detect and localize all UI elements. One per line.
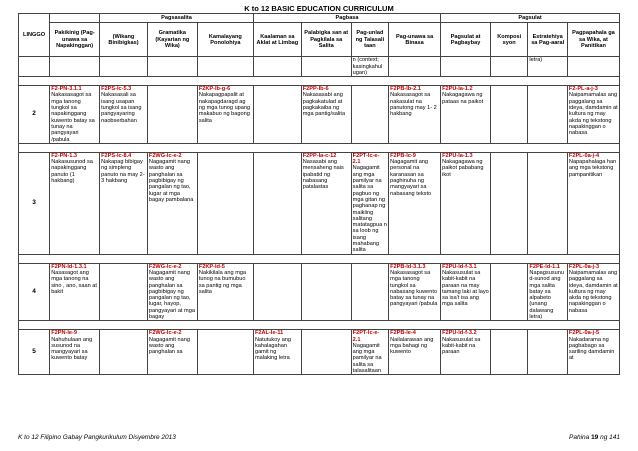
competency-text: Nakasusulat sa kabit-kabit na paraan na may tamang laki at layo sa isa't isa ang mga salita [442,269,489,308]
competency-cell [197,330,253,375]
competency-cell [491,330,528,375]
competency-code: F2PL-0a-j-5 [568,330,600,337]
footer-page-prefix: Pahina [569,434,590,441]
competency-cell [147,152,197,254]
column-header: (Wikang Binibigkas) [100,23,148,57]
competency-cell [197,86,253,144]
competency-text: Nasasagot ang mga tanong na sino , ano, saan at bakit [51,269,97,295]
competency-text: Nakasusunod sa napakinggang panuto (1 hakbang) [51,159,93,185]
competency-cell [253,86,301,144]
competency-cell [100,86,148,144]
competency-text: Nagagamit nang wasto ang panghalan sa pagbibigay ng pangalan ng tao, lugar, hayop, pangyayari at mga bagay [148,269,195,320]
competency-cell [441,330,491,375]
competency-code: F2-PN-3.1.1 [51,86,82,93]
column-header: Pakikinig (Pag-unawa sa Napakinggan) [50,23,100,57]
competency-code: F2PT-Ic-e-2.1 [352,330,380,343]
column-header: Pag-unawa sa Binasa [389,23,441,57]
column-header: Estratehiya sa Pag-aaral [528,23,568,57]
table-row [19,86,620,144]
competency-cell [528,57,568,77]
competency-text: Napapahalaga han ang mga tekstong pampanitikan [568,159,617,178]
competency-code: F2PB-Id-3.1.3 [390,263,426,270]
competency-cell [491,263,528,321]
row-separator-cell [19,143,620,152]
competency-cell [491,86,528,144]
row-separator-cell [19,321,620,330]
competency-cell [351,152,388,254]
competency-cell [567,330,619,375]
header-group-pagsasalita: Pagsasalita [100,14,254,23]
competency-cell [528,86,568,144]
column-header: Palabigka san at Pagkilala sa Salita [301,23,351,57]
competency-code: F2PN-Ie-9 [51,330,77,337]
header-group-pagbasa: Pagbasa [253,14,440,23]
competency-code: F2KP-Id-5 [198,263,225,270]
competency-code: F2PS-Ic-8.4 [101,152,132,159]
week-number: 3 [19,152,50,254]
column-header: Pag-unlad ng Talasali taan [351,23,388,57]
row-separator [19,321,620,330]
table-row [19,57,620,77]
competency-cell [147,263,197,321]
competency-text: Nakasusulat sa kabit-kabit na paraan [442,336,481,356]
competency-cell [50,57,100,77]
competency-cell [100,57,148,77]
competency-text: Nasasabi ang mensaheng nais ipabatid ng nabasang patalastas [302,159,344,191]
header-linggo: LINGGO [19,14,50,57]
competency-code: F2PT-Ic-e-2.1 [352,152,380,166]
competency-text: Nakikilala ang mga tunog na bumubuo sa pantig ng mga salita [198,269,247,295]
footer-page-current: 19 [591,434,599,441]
competency-cell [100,263,148,321]
column-header: Gramatika (Kayarian ng Wika) [147,23,197,57]
competency-cell [528,330,568,375]
competency-text: Nakagagawa ng paikot pababang ikot [442,159,484,178]
competency-text: Nakasasali sa isang usapan tungkol sa isang pangyayaring naobserbahan [101,92,142,124]
competency-cell [567,152,619,254]
competency-cell [301,57,351,77]
competency-text: Naipamamalas ang paggalang sa ideya, damdamin at kultura ng may akda ng tekstong napakinggan o nabasa [568,92,618,137]
column-header: Kamalayang Ponolohiya [197,23,253,57]
competency-cell [253,152,301,254]
table-row [19,330,620,375]
competency-cell [567,57,619,77]
competency-cell [147,86,197,144]
competency-code: F2PU-Ia-1.3 [442,152,473,159]
competency-cell [50,330,100,375]
competency-cell [301,86,351,144]
competency-cell [197,57,253,77]
competency-text: Nagagamit ang mga pamilyar na salita sa talasalitaan [352,342,382,375]
week-number [19,57,50,77]
competency-code: F2-PN-1.3 [51,152,77,159]
column-header: Komposi syon [491,23,528,57]
competency-text: Nahuhulaan ang susunod na mangyayari sa kuwento batay [51,336,93,362]
competency-cell [528,263,568,321]
competency-cell [253,263,301,321]
competency-text: Nagagamit ang mga pamilyar na salita sa pagbuo ng mga gitan ng paghanap ng maikling salitang matatagpua n sa loob ng isang mahabang salita [352,165,387,254]
competency-cell [197,263,253,321]
row-separator [19,77,620,86]
competency-cell [441,263,491,321]
competency-cell [147,330,197,375]
row-separator [19,143,620,152]
competency-cell [301,330,351,375]
competency-cell [567,86,619,144]
document-title: K to 12 BASIC EDUCATION CURRICULUM [244,4,394,13]
competency-code: F2PS-Ic-5.3 [101,86,132,93]
competency-cell [567,263,619,321]
competency-code: F2PL-0a-j-3 [568,263,600,270]
competency-cell [301,152,351,254]
row-separator-cell [19,254,620,263]
competency-code: F2PP-Ia-c-12 [302,152,337,159]
footer-page-number [569,434,620,441]
competency-code: F2WG-Ic-e-2 [148,263,182,270]
competency-cell [389,330,441,375]
week-number: 4 [19,263,50,321]
competency-text: Natutukoy ang kahalagahan gamit ng malaking letra [254,336,292,362]
competency-code: F2KP-Ib-g-6 [198,86,231,93]
competency-cell [50,263,100,321]
competency-code: F2WG-Ic-e-2 [148,330,182,337]
competency-code: F2PU-Id-f-3.2 [442,330,477,337]
competency-text: Nakadarama ng pagbabago sa sariling damdamin at [568,336,615,362]
competency-code: F2WG-Ic-e-2 [148,152,182,159]
competency-cell [301,263,351,321]
footer-page-suffix: ng 141 [600,434,620,441]
competency-code: F2AL-Ie-11 [254,330,284,337]
row-separator-cell [19,77,620,86]
competency-code: F2-PL-a-j-3 [568,86,598,93]
competency-text: Nakapagpapalit at nakapagdaragd ag ng mga tunog upang makabuo ng bagong salita [198,92,251,124]
competency-cell [100,330,148,375]
competency-code: F2PN-Id-1.3.1 [51,263,87,270]
curriculum-table [18,13,620,375]
competency-cell [100,152,148,254]
header-spacer [50,14,100,23]
competency-cell [50,152,100,254]
competency-text: Nailalarawan ang mga bahagi ng kuwento [390,336,434,356]
competency-cell [389,263,441,321]
week-number: 5 [19,330,50,375]
competency-cell [491,152,528,254]
competency-text: Nagagamit nang wasto ang panghalan sa pagbibigay ng pangalan ng tao, lugar at mga bagay pambalana [148,159,194,203]
competency-text: Napagsusunu d-sunod ang mga salita batay sa alpabeto (unang dalawang letra) [529,269,564,320]
competency-cell [441,86,491,144]
competency-cell [491,57,528,77]
competency-text: Nakagagawa ng pataas na paikot [442,92,484,105]
competency-cell [50,86,100,144]
competency-cell [389,152,441,254]
column-header: Kaalaman sa Aklat at Limbag [253,23,301,57]
column-header-row [19,23,620,57]
competency-text: Nakasasagot sa mga tanong tungkol sa nabasang kuwento batay sa tunay na pangyayari /pabula [390,269,438,308]
competency-cell [351,57,388,77]
table-header [19,14,620,57]
column-header: Pagpapahala ga sa Wika, at Panitikan [567,23,619,57]
competency-cell [147,57,197,77]
table-row [19,263,620,321]
competency-cell [197,152,253,254]
competency-text: Naipamamalas ang paggalang sa ideya, damdamin at kultura ng may akda ng tekstong napakinggan o nabasa [568,269,618,314]
footer-document-name: K to 12 Filipino Gabay Pangkurikulum Disyembre 2013 [18,434,176,441]
competency-text: letra) [529,57,543,64]
competency-cell [253,330,301,375]
competency-text: Nakasasagot sa mga tanong tungkol sa napakinggang kuwento batay sa tunay na pangyayari /pabula [51,92,95,143]
competency-text: Nakasasabi ang pagkakatulad at pagkakaiba ng mga pantig/salita [302,92,346,118]
competency-code: F2PB-Ic-9 [390,152,416,159]
competency-cell [528,152,568,254]
competency-cell [441,152,491,254]
competency-text: Nakasasagot sa nakasulat na panutong may 1- 2 hakbang [390,92,437,118]
competency-text: Nagagamit ang personal na karanasan sa paghinuha ng mangyayari sa nabasang teksto [390,159,432,197]
competency-code: F2PB-Ib-2.1 [390,86,421,93]
competency-text: Nakapag bibigay ng simpleng panuto na may 2-3 hakbang [101,159,145,185]
column-header: Pagsulat at Pagbaybay [441,23,491,57]
competency-cell [389,86,441,144]
competency-text: Nagagamit nang wasto ang panghalan sa [148,336,190,356]
competency-cell [253,57,301,77]
competency-cell [351,86,388,144]
table-row [19,152,620,254]
competency-cell [441,57,491,77]
competency-code: F2PL-0a-j-4 [568,152,600,159]
week-number: 2 [19,86,50,144]
competency-code: F2PP-Ib-6 [302,86,329,93]
competency-text: n (context; kasingkahul ugan) [352,57,383,76]
competency-cell [351,330,388,375]
header-group-pagsulat: Pagsulat [441,14,620,23]
competency-code: F2PB-Ie-4 [390,330,416,337]
competency-cell [351,263,388,321]
competency-code: F2PE-Id-1.1 [529,263,560,270]
competency-code: F2PU-Id-f-3.1 [442,263,477,270]
competency-cell [389,57,441,77]
table-body [19,57,620,375]
competency-code: F2PU-Ia-1.2 [442,86,473,93]
row-separator [19,254,620,263]
